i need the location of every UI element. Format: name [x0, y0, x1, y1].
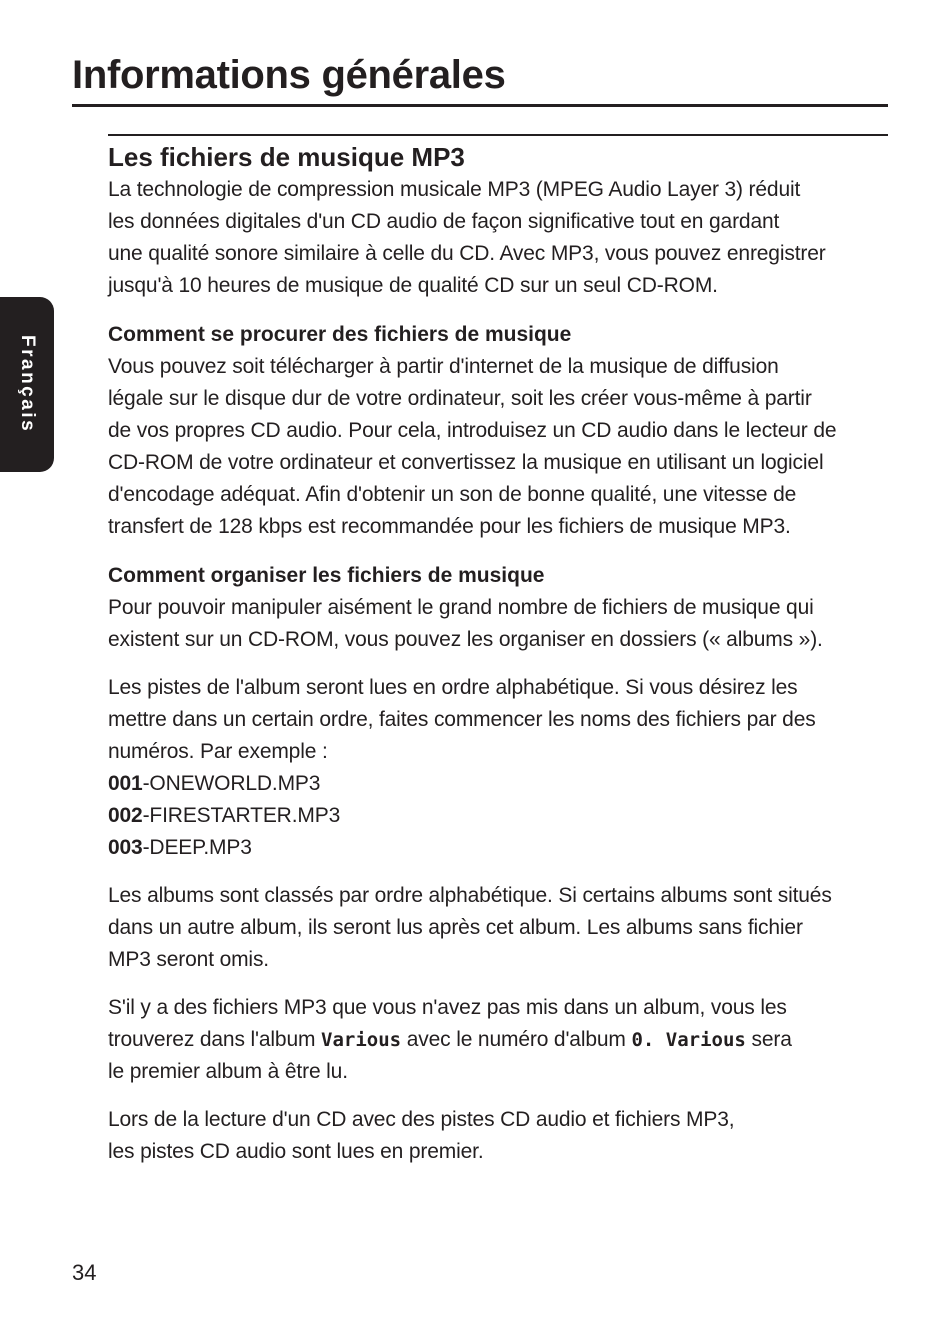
- organize-line: existent sur un CD-ROM, vous pouvez les organiser en dossiers (« albums »).: [108, 628, 823, 651]
- title-rule: [72, 104, 888, 107]
- order-paragraph: [108, 672, 908, 864]
- albums-paragraph: [108, 880, 908, 976]
- cd-paragraph: [108, 1104, 908, 1168]
- page-number: 34: [72, 1260, 97, 1285]
- intro-line: les données digitales d'un CD audio de façon significative tout en gardant: [108, 210, 780, 233]
- section-heading-mp3: Les fichiers de musique MP3: [108, 142, 465, 172]
- obtain-line: transfert de 128 kbps est recommandée pour les fichiers de musique MP3.: [108, 515, 791, 538]
- albums-line: dans un autre album, ils seront lus après cet album. Les albums sans fichier: [108, 916, 803, 939]
- albums-line: MP3 seront omis.: [108, 948, 269, 971]
- obtain-line: légale sur le disque dur de votre ordinateur, soit les créer vous-même à partir: [108, 387, 812, 410]
- example-filename: [108, 800, 908, 832]
- example-number: 002: [108, 804, 143, 827]
- album-name-display: Various: [321, 1029, 402, 1051]
- album-number-display: 0. Various: [631, 1029, 746, 1051]
- various-text: sera: [745, 1028, 792, 1051]
- example-filename: [108, 768, 908, 800]
- cd-line: les pistes CD audio sont lues en premier.: [108, 1140, 484, 1163]
- example-name: -FIRESTARTER.MP3: [142, 804, 341, 827]
- order-line: Les pistes de l'album seront lues en ordre alphabétique. Si vous désirez les: [108, 676, 798, 699]
- subheading-obtain: Comment se procurer des fichiers de musique: [108, 323, 572, 346]
- various-text: avec le numéro d'album: [401, 1028, 632, 1051]
- example-filename: [108, 832, 908, 864]
- intro-paragraph: [108, 174, 908, 302]
- language-tab: [0, 297, 54, 472]
- example-name: -DEEP.MP3: [142, 836, 252, 859]
- obtain-paragraph: [108, 351, 908, 543]
- intro-line: jusqu'à 10 heures de musique de qualité CD sur un seul CD-ROM.: [108, 274, 718, 297]
- various-text: trouverez dans l'album: [108, 1028, 321, 1051]
- order-line: mettre dans un certain ordre, faites commencer les noms des fichiers par des: [108, 708, 816, 731]
- example-name: -ONEWORLD.MP3: [142, 772, 321, 795]
- language-tab-label: Français: [17, 335, 38, 434]
- order-line: numéros. Par exemple :: [108, 740, 328, 763]
- section-rule: [108, 134, 888, 136]
- various-paragraph: [108, 992, 908, 1088]
- page-content: [108, 140, 908, 1168]
- obtain-line: d'encodage adéquat. Afin d'obtenir un son de bonne qualité, une vitesse de: [108, 483, 797, 506]
- intro-line: une qualité sonore similaire à celle du CD. Avec MP3, vous pouvez enregistrer: [108, 242, 826, 265]
- various-line: le premier album à être lu.: [108, 1060, 348, 1083]
- example-number: 003: [108, 836, 143, 859]
- obtain-line: CD-ROM de votre ordinateur et convertissez la musique en utilisant un logiciel: [108, 451, 824, 474]
- albums-line: Les albums sont classés par ordre alphabétique. Si certains albums sont situés: [108, 884, 832, 907]
- organize-line: Pour pouvoir manipuler aisément le grand nombre de fichiers de musique qui: [108, 596, 814, 619]
- obtain-line: de vos propres CD audio. Pour cela, introduisez un CD audio dans le lecteur de: [108, 419, 837, 442]
- various-line: [108, 1024, 908, 1056]
- intro-line: La technologie de compression musicale MP3 (MPEG Audio Layer 3) réduit: [108, 178, 801, 201]
- example-number: 001: [108, 772, 143, 795]
- various-line: S'il y a des fichiers MP3 que vous n'avez pas mis dans un album, vous les: [108, 996, 787, 1019]
- subheading-organize: Comment organiser les fichiers de musique: [108, 564, 545, 587]
- page-title: Informations générales: [72, 53, 506, 97]
- organize-paragraph: [108, 592, 908, 656]
- obtain-line: Vous pouvez soit télécharger à partir d'internet de la musique de diffusion: [108, 355, 779, 378]
- cd-line: Lors de la lecture d'un CD avec des pistes CD audio et fichiers MP3,: [108, 1108, 735, 1131]
